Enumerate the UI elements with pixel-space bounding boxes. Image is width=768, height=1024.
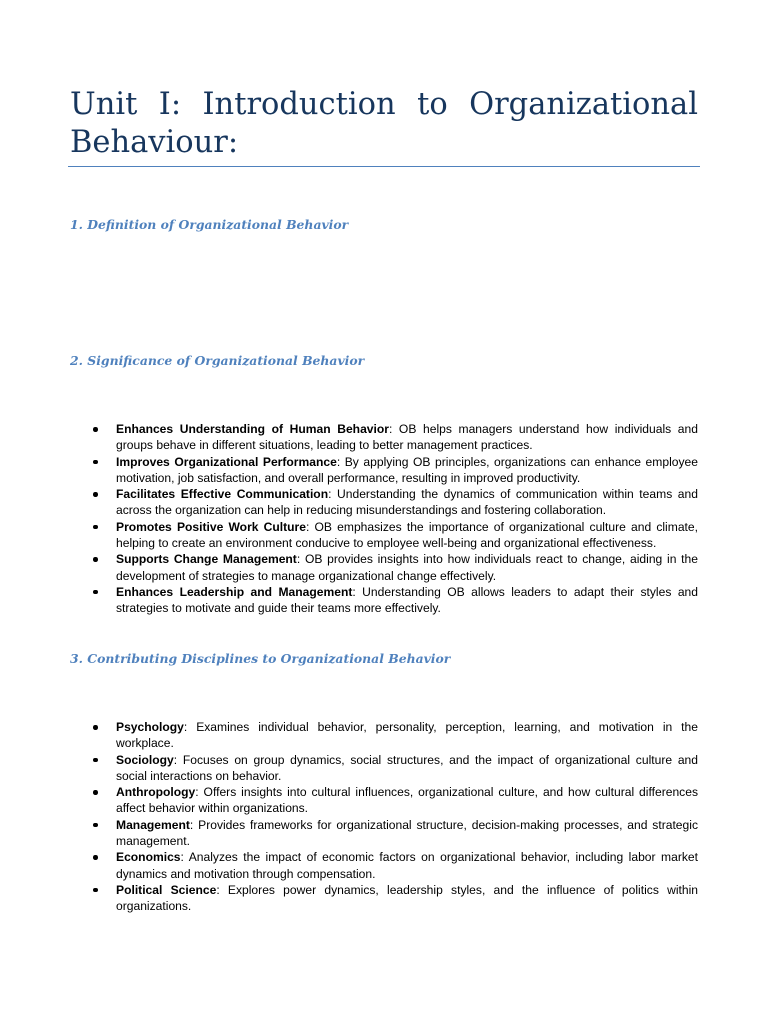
list-item-text: : Provides frameworks for organizational structure, decision-making processes, and strategic management. [116, 817, 698, 849]
title-divider [68, 166, 700, 167]
list-item [70, 882, 698, 915]
page-title: Unit I: Introduction to Organizational Behaviour: [70, 87, 698, 160]
list-item-text: : OB emphasizes the importance of organizational culture and climate, helping to create an environment conducive to employee well-being and organizational effectiveness. [116, 519, 698, 551]
list-item [70, 486, 698, 519]
disciplines-list [70, 719, 698, 915]
bullet-icon [93, 460, 98, 465]
section-heading-significance: 2. Significance of Organizational Behavior [70, 353, 365, 368]
list-item-text: : Analyzes the impact of economic factors on organizational behavior, including labor market dynamics and motivation through compensation. [116, 850, 698, 881]
list-item [70, 454, 698, 487]
section-heading-disciplines: 3. Contributing Disciplines to Organizational Behavior [70, 651, 451, 666]
list-item-term: Psychology [116, 720, 184, 734]
bullet-icon [93, 790, 98, 795]
list-item-text: : Explores power dynamics, leadership styles, and the influence of politics within organizations. [116, 882, 699, 914]
list-item-term: Supports Change Management [116, 552, 297, 567]
list-item-text: : OB provides insights into how individuals react to change, aiding in the development of strategies to manage organizational change effectively. [116, 552, 698, 583]
list-item [70, 421, 698, 454]
bullet-icon [93, 492, 98, 497]
list-item-term: Improves Organizational Performance [116, 454, 337, 469]
list-item-text: : OB helps managers understand how individuals and groups behave in different situations, leading to better management practices. [116, 422, 698, 453]
list-item [70, 817, 698, 850]
bullet-icon [93, 855, 98, 860]
list-item-text: : Understanding OB allows leaders to adapt their styles and strategies to motivate and guide their teams more effectively. [116, 584, 698, 616]
list-item-term: Enhances Understanding of Human Behavior [116, 422, 389, 436]
list-item-term: Facilitates Effective Communication [116, 487, 329, 502]
bullet-icon [93, 590, 98, 595]
list-item-text: : Understanding the dynamics of communication within teams and across the organization can help in reducing misunderstandings and fostering collaboration. [116, 487, 698, 518]
list-item-term: Economics [116, 850, 181, 865]
list-item-text: : Offers insights into cultural influences, organizational culture, and how cultural differences affect behavior within organizations. [116, 785, 698, 816]
list-item-term: Enhances Leadership and Management [116, 584, 353, 599]
list-item-text: : By applying OB principles, organizations can enhance employee motivation, job satisfaction, and overall performance, resulting in improved productivity. [116, 454, 698, 485]
list-item-term: Political Science [116, 882, 217, 897]
bullet-icon [93, 525, 98, 530]
section-heading-definition: 1. Definition of Organizational Behavior [70, 217, 349, 232]
bullet-icon [93, 823, 98, 828]
list-item-term: Promotes Positive Work Culture [116, 519, 306, 534]
list-item [70, 849, 698, 882]
bullet-icon [93, 888, 98, 893]
list-item-text: : Examines individual behavior, personality, perception, learning, and motivation in the workplace. [116, 720, 698, 751]
list-item-term: Management [116, 817, 190, 832]
list-item-text: : Focuses on group dynamics, social structures, and the impact of organizational culture and social interactions on behavior. [116, 752, 698, 783]
bullet-icon [93, 557, 98, 562]
list-item [70, 519, 698, 552]
list-item-term: Anthropology [116, 785, 196, 800]
bullet-icon [93, 427, 98, 432]
list-item-term: Sociology [116, 752, 174, 767]
significance-list [70, 421, 698, 617]
list-item [70, 584, 698, 617]
list-item [70, 551, 698, 584]
bullet-icon [93, 725, 98, 730]
list-item [70, 752, 698, 785]
bullet-icon [93, 758, 98, 763]
list-item [70, 784, 698, 817]
list-item [70, 719, 698, 752]
